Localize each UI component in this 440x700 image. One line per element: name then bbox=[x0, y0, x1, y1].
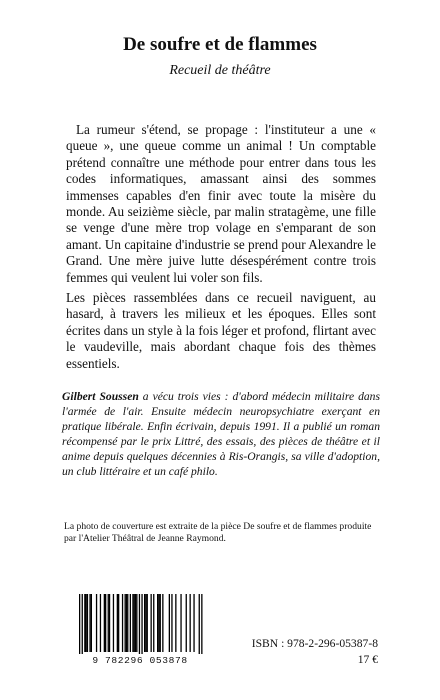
barcode-bar bbox=[117, 594, 118, 652]
barcode-bar bbox=[145, 594, 146, 652]
barcode-bar bbox=[82, 594, 83, 658]
barcode-bar bbox=[199, 594, 200, 658]
barcode-bar bbox=[84, 594, 85, 652]
barcode-bar bbox=[153, 594, 154, 652]
barcode-bar bbox=[79, 594, 80, 658]
barcode-bar bbox=[180, 594, 181, 652]
barcode-number: 9 782296 053878 bbox=[67, 654, 213, 667]
barcode-bar bbox=[157, 594, 158, 652]
barcode-bar bbox=[162, 594, 163, 652]
barcode-bar bbox=[201, 594, 202, 658]
barcode-bar bbox=[89, 594, 90, 652]
barcode-bar bbox=[122, 594, 123, 652]
barcode-bar bbox=[108, 594, 109, 652]
barcode-bar bbox=[147, 594, 148, 652]
barcode-bar bbox=[125, 594, 126, 652]
price: 17 € bbox=[357, 653, 378, 666]
barcode-bar bbox=[151, 594, 152, 652]
author-bio-text: a vécu trois vies : d'abord médecin militaire dans l'armée de l'air. Ensuite médecin neuropsychiatre exerçant en pratique libérale. Enfin écrivain, depuis 1991. Il a publié un roman récompensé par le prix Littré, des essais, des pièces de théâtre et il anime depuis quelques décennies à Ris-Orangis, sa ville d'adoption, un club littéraire et un café philo. bbox=[62, 390, 380, 478]
barcode-bar bbox=[91, 594, 92, 652]
barcode-bar bbox=[100, 594, 101, 652]
isbn: ISBN : 978-2-296-05387-8 bbox=[251, 637, 378, 650]
barcode-bar bbox=[158, 594, 159, 652]
barcode-bar bbox=[86, 594, 87, 652]
barcode-bar bbox=[130, 594, 131, 652]
barcode-bar bbox=[141, 594, 142, 658]
synopsis-paragraph-2: Les pièces rassemblées dans ce recueil naviguent, au hasard, à travers les milieux et les époques. Elles sont écrites dans un style à la fois léger et profond, flirtant avec le vaudeville, mais abordant chaque fois des thèmes essentiels. bbox=[66, 290, 376, 371]
barcode-bar bbox=[139, 594, 140, 658]
barcode-bar bbox=[87, 594, 88, 652]
barcode-bar bbox=[104, 594, 105, 652]
barcode-bar bbox=[160, 594, 161, 652]
barcode-bar bbox=[126, 594, 127, 652]
barcode-bar bbox=[135, 594, 136, 652]
cover-photo-credit: La photo de couverture est extraite de la pièce De soufre et de flammes produite par l'Atelier Théâtral de Jeanne Raymond. bbox=[64, 521, 372, 544]
barcode-bar bbox=[171, 594, 172, 652]
barcode-bar bbox=[144, 594, 145, 652]
book-title: De soufre et de flammes bbox=[123, 34, 317, 55]
synopsis bbox=[66, 122, 376, 372]
barcode-bar bbox=[109, 594, 110, 652]
synopsis-paragraph-1: La rumeur s'étend, se propage : l'instituteur a une « queue », une queue comme un animal ! Un comptable prétend connaître une méthode pour entrer dans tous les codes informatiques, amassant ainsi des sommes immenses capables d'en finir avec toute la misère du monde. Au seizième siècle, par malin stratagème, une fille se venge d'une mère trop volage en s'emparant de son amant. Un capitaine d'industrie se prend pour Alexandre le Grand. Une mère juive lutte désespérément contre trois femmes qui veulent lui voler son fils. bbox=[66, 122, 376, 285]
book-subtitle: Recueil de théâtre bbox=[169, 63, 271, 78]
author-bio bbox=[62, 389, 380, 479]
author-name: Gilbert Soussen bbox=[62, 390, 139, 403]
barcode-bar bbox=[136, 594, 137, 652]
barcode-bar bbox=[169, 594, 170, 652]
barcode-bar bbox=[175, 594, 176, 652]
barcode-bar bbox=[132, 594, 133, 652]
barcode-bar bbox=[96, 594, 97, 652]
barcode-bar bbox=[127, 594, 128, 652]
barcode-bar bbox=[105, 594, 106, 652]
barcode-bar bbox=[193, 594, 194, 652]
barcode-bar bbox=[113, 594, 114, 652]
barcode-bar bbox=[186, 594, 187, 652]
barcode-bars bbox=[67, 594, 213, 658]
barcode-bar bbox=[118, 594, 119, 652]
barcode-bar bbox=[190, 594, 191, 652]
barcode-bar bbox=[134, 594, 135, 652]
